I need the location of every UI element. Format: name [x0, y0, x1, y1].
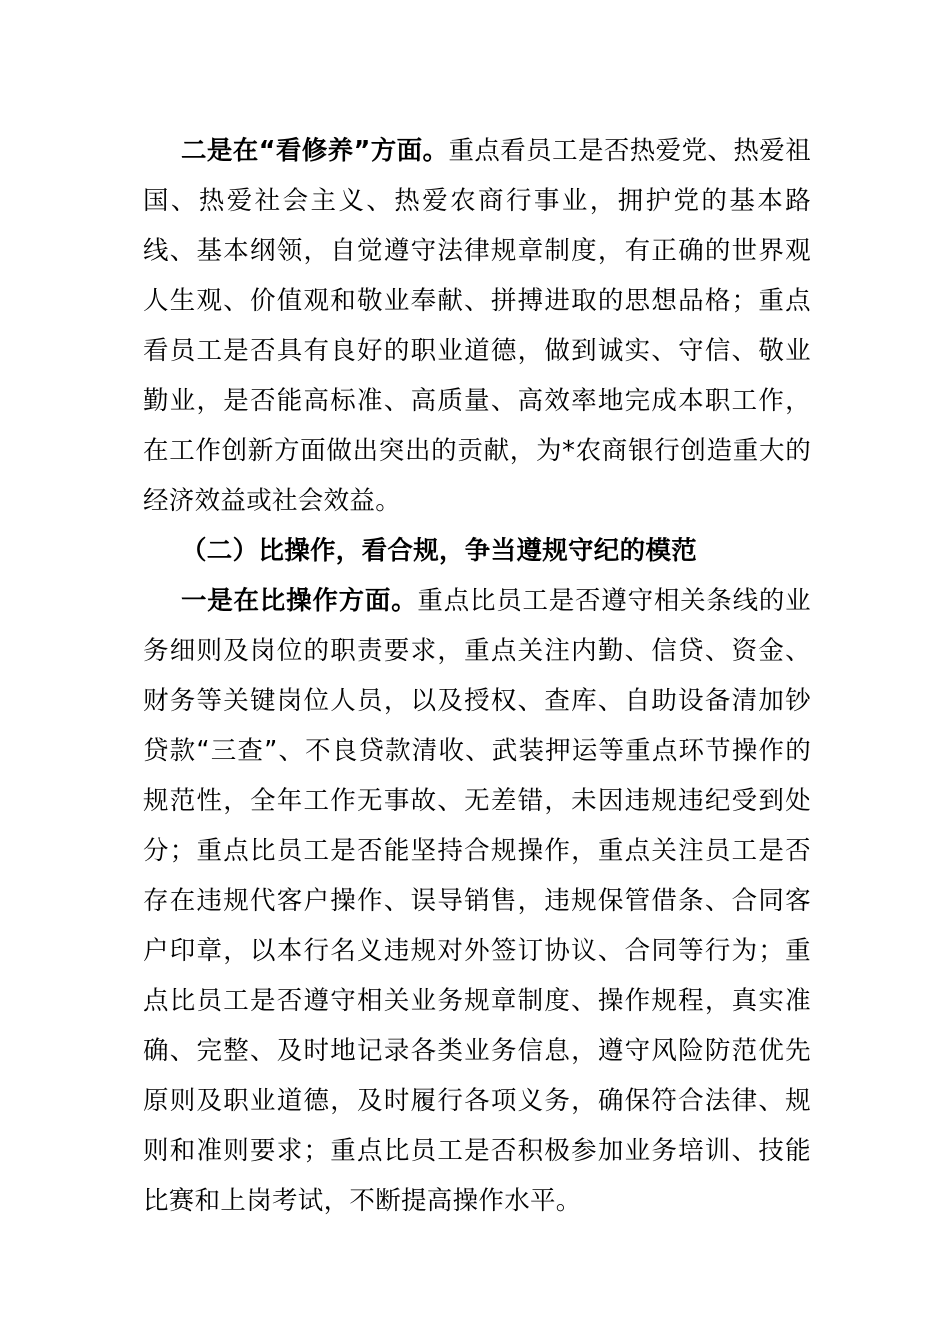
section-heading: （二）比操作，看合规，争当遵规守纪的模范: [181, 536, 698, 566]
paragraph-text: 重点看员工是否热爱党、热爱祖国、热爱社会主义、热爱农商行事业，拥护党的基本路线、基本纲领，自觉遵守法律规章制度，有正确的世界观人生观、价值观和敬业奉献、拼搏进取的思想品格；重点看员工是否具有良好的职业道德，做到诚实、守信、敬业勤业，是否能高标准、高质量、高效率地完成本职工作，在工作创新方面做出突出的贡献，为*农商银行创造重大的经济效益或社会效益。: [143, 136, 811, 516]
paragraph-cultivation: [143, 126, 811, 526]
paragraph-text: 重点比员工是否遵守相关条线的业务细则及岗位的职责要求，重点关注内勤、信贷、资金、财务等关键岗位人员，以及授权、查库、自助设备清加钞贷款“三查”、不良贷款清收、武装押运等重点环节操作的规范性，全年工作无事故、无差错，未因违规违纪受到处分；重点比员工是否能坚持合规操作，重点关注员工是否存在违规代客户操作、误导销售，违规保管借条、合同客户印章，以本行名义违规对外签订协议、合同等行为；重点比员工是否遵守相关业务规章制度、操作规程，真实准确、完整、及时地记录各类业务信息，遵守风险防范优先原则及职业道德，及时履行各项义务，确保符合法律、规则和准则要求；重点比员工是否积极参加业务培训、技能比赛和上岗考试，不断提高操作水平。: [143, 586, 811, 1216]
paragraph-lead: 二是在“看修养”方面。: [181, 136, 449, 166]
paragraph-operation: [143, 576, 811, 1226]
paragraph-lead: 一是在比操作方面。: [181, 586, 418, 616]
document-body: [143, 126, 811, 1226]
